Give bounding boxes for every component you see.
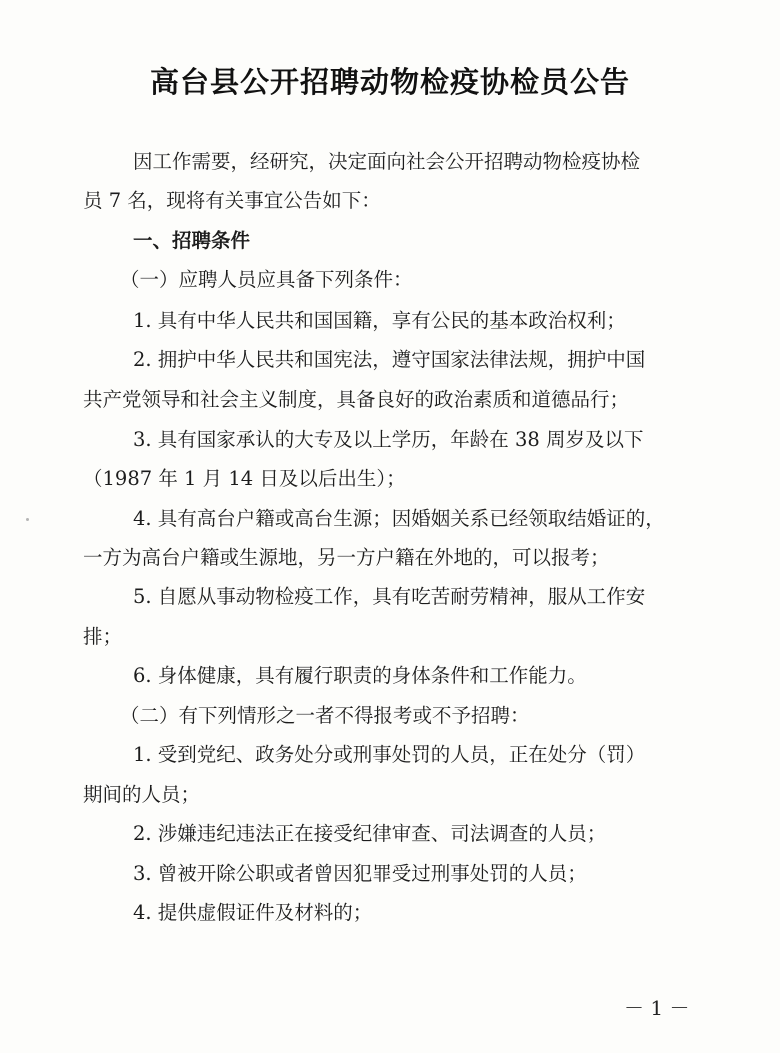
disqualification-item-1-line-1: 1. 受到党纪、政务处分或刑事处罚的人员，正在处分（罚） <box>133 743 646 766</box>
paragraph-intro-line-2: 员 7 名，现将有关事宜公告如下： <box>83 189 381 212</box>
requirement-item-4-line-2: 一方为高台户籍或生源地，另一方户籍在外地的，可以报考； <box>83 546 610 569</box>
subsection-heading-requirements: （一）应聘人员应具备下列条件： <box>120 268 413 291</box>
requirement-item-5-line-1: 5. 自愿从事动物检疫工作，具有吃苦耐劳精神，服从工作安 <box>133 585 646 608</box>
disqualification-item-4: 4. 提供虚假证件及材料的； <box>133 901 373 924</box>
requirement-item-5-line-2: 排； <box>83 625 123 648</box>
requirement-item-1: 1. 具有中华人民共和国国籍，享有公民的基本政治权利； <box>133 309 626 332</box>
requirement-item-4-line-1: 4. 具有高台户籍或高台生源；因婚姻关系已经领取结婚证的， <box>133 507 665 530</box>
disqualification-item-3: 3. 曾被开除公职或者曾因犯罪受过刑事处罚的人员； <box>133 862 587 885</box>
subsection-heading-disqualifications: （二）有下列情形之一者不得报考或不予招聘： <box>120 704 530 727</box>
section-heading-recruitment-conditions: 一、招聘条件 <box>133 229 251 252</box>
requirement-item-2-line-2: 共产党领导和社会主义制度，具备良好的政治素质和道德品行； <box>83 388 630 411</box>
paragraph-intro-line-1: 因工作需要，经研究，决定面向社会公开招聘动物检疫协检 <box>133 150 641 173</box>
requirement-item-3-line-2: （1987 年 1 月 14 日及以后出生）； <box>83 467 406 490</box>
scan-speck <box>26 518 29 521</box>
requirement-item-3-line-1: 3. 具有国家承认的大专及以上学历，年龄在 38 周岁及以下 <box>133 428 644 451</box>
disqualification-item-2: 2. 涉嫌违纪违法正在接受纪律审查、司法调查的人员； <box>133 822 607 845</box>
disqualification-item-1-line-2: 期间的人员； <box>83 783 201 806</box>
requirement-item-6: 6. 身体健康，具有履行职责的身体条件和工作能力。 <box>133 664 587 687</box>
page-title: 高台县公开招聘动物检疫协检员公告 <box>149 65 630 99</box>
page-number: － 1 － <box>624 996 690 1020</box>
requirement-item-2-line-1: 2. 拥护中华人民共和国宪法，遵守国家法律法规，拥护中国 <box>133 348 646 371</box>
